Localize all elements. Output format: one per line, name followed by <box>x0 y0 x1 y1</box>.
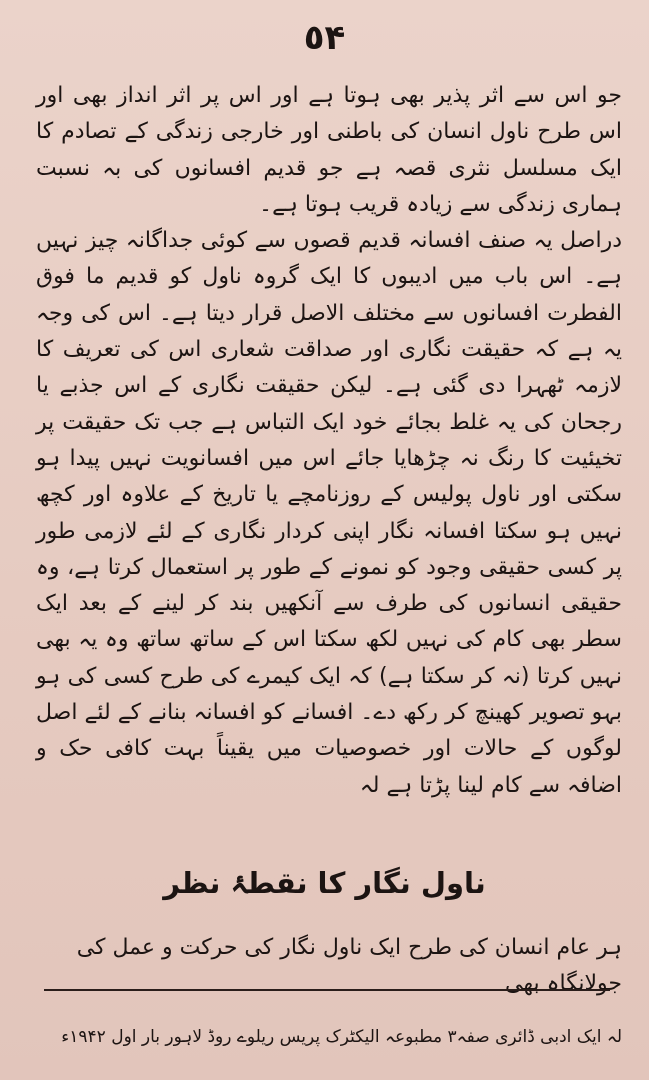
section-heading: ناول نگار کا نقطۂ نظر <box>163 866 486 900</box>
paragraph-2: دراصل یہ صنف افسانہ قدیم قصوں سے کوئی جداگانہ چیز نہیں ہے۔ اس باب میں ادیبوں کا ایک گروہ ناول کو قدیم ما فوق الفطرت افسانوں سے مختلف الاصل قرار دیتا ہے۔ اس کی وجہ یہ ہے کہ حقیقت نگاری اور صداقت شعاری اس کی تعریف کا لازمہ ٹھہرا دی گئی ہے۔ لیکن حقیقت نگاری کے اس جذبے یا رجحان کی یہ غلط بجائے خود ایک التباس ہے جب تک حقیقت پر تخیئیت کا رنگ نہ چڑھایا جائے اس میں افسانویت نہیں پیدا ہو سکتی اور ناول پولیس کے روزنامچے یا تاریخ کے علاوہ اور کچھ نہیں ہو سکتا افسانہ نگار اپنی کردار نگاری کے لئے لازمی طور پر کسی حقیقی وجود کو نمونے کے طور پر استعمال کرتا ہے، وہ حقیقی انسانوں کی طرف سے آنکھیں بند کر لینے کے بعد ایک سطر بھی کام کی نہیں لکھ سکتا اس کے ساتھ ساتھ وہ یہ بھی نہیں کرتا (نہ کر سکتا ہے) کہ ایک کیمرے کی طرح کسی کی ہو بہو تصویر کھینچ کر رکھ دے۔ افسانے کو افسانہ بنانے کے لئے اصل لوگوں کے حالات اور خصوصیات میں یقیناً بہت کافی حک و اضافہ سے کام لینا پڑتا ہے لہ <box>36 228 622 798</box>
footnote: لہ ایک ادبی ڈائری صفہ۳ مطبوعہ الیکٹرک پریس ریلوے روڈ لاہور بار اول ۱۹۴۲ء <box>61 1027 622 1047</box>
section-paragraph: ہر عام انسان کی طرح ایک ناول نگار کی حرکت و عمل کی جولانگاہ بھی <box>76 935 622 996</box>
page-number: ٥۴ <box>303 18 346 58</box>
paragraph-1: جو اس سے اثر پذیر بھی ہوتا ہے اور اس پر اثر انداز بھی اور اس طرح ناول انسان کی باطنی اور خارجی زندگی کے تصادم کا ایک مسلسل نثری قصہ ہے جو قدیم افسانوں کی بہ نسبت ہماری زندگی سے زیادہ قریب ہوتا ہے۔ <box>36 83 622 217</box>
body-text <box>36 78 622 804</box>
footnote-divider <box>44 989 610 991</box>
